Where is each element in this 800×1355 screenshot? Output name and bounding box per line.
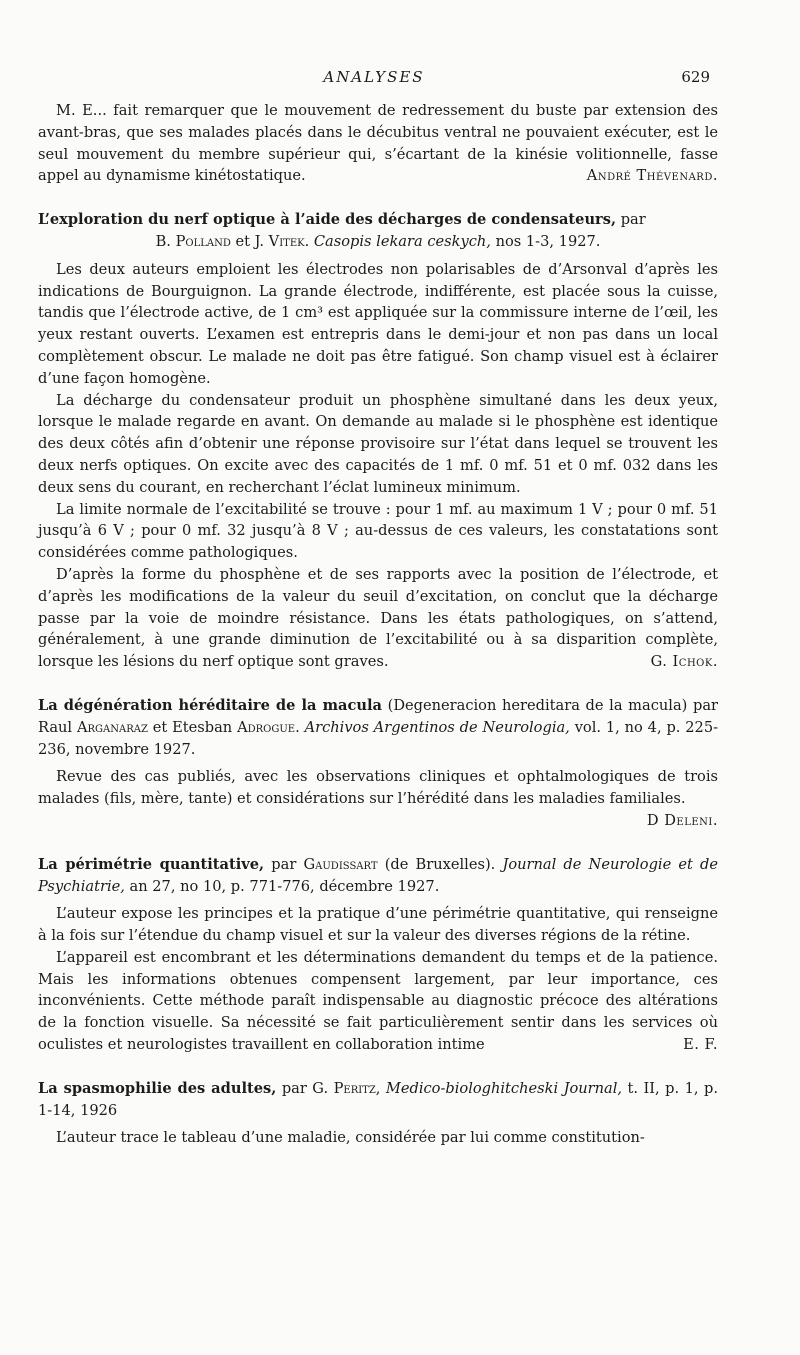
intro-paragraph: [38, 100, 718, 187]
article-paragraph-last: [38, 766, 718, 829]
author-conjunction: et Etesban: [152, 718, 233, 736]
article-spasmophilie: [38, 1078, 718, 1149]
article-signature: G. Ichok.: [650, 653, 718, 671]
journal-name: Medico-biologhitcheski Journal,: [385, 1079, 623, 1097]
author-name: Peritz,: [333, 1079, 381, 1097]
author-initial: B.: [155, 232, 171, 250]
article-paragraph: Les deux auteurs emploient les électrodes non polarisables de d’Arsonval d’après les indications de Bourguignon. La grande électrode, indifférente, est placée sous la cuisse, tandis que l’électrode active, de 1 cm³ est appliquée sur la commissure interne de l’œil, les yeux restant ouverts. L’examen est entrepris dans le demi-jour et non pas dans un local complètement obscur. Le malade ne doit pas être fatigué. Son champ visuel est à éclairer d’une façon homogène.: [38, 260, 718, 387]
author-name: Polland: [175, 232, 231, 250]
article-title: La spasmophilie des adultes,: [38, 1079, 277, 1097]
article-paragraph: La décharge du condensateur produit un phosphène simultané dans les deux yeux, lorsque le malade regarde en avant. On demande au malade si le phosphène est identique des deux côtés afin d’obtenir une réponse provisoire sur l’état dans lequel se trouvent les deux nerfs optiques. On excite avec des capacités de 1 mf. 0 mf. 51 et 0 mf. 032 dans les deux sens du courant, en recherchant l’éclat lumineux minimum.: [38, 391, 718, 496]
running-title: ANALYSES: [323, 68, 425, 86]
journal-reference: nos 1-3, 1927.: [495, 232, 601, 250]
article-heading: [38, 854, 718, 898]
journal-name: Casopis lekara ceskych,: [313, 232, 491, 250]
article-title: L’exploration du nerf optique à l’aide des décharges de condensateurs,: [38, 211, 617, 229]
article-perimetrie: [38, 854, 718, 1056]
author-name: Arganaraz: [76, 718, 148, 736]
article-signature: D Deleni.: [646, 811, 718, 829]
article-paragraph: La limite normale de l’excitabilité se trouve : pour 1 mf. au maximum 1 V ; pour 0 mf. 51 jusqu’à 6 V ; pour 0 mf. 32 jusqu’à 8 V ; au-dessus de ces valeurs, les constatations sont considérées comme pathologiques.: [38, 500, 718, 562]
journal-reference: vol. 1, no 4, p. 225-236, novembre 1927.: [38, 718, 719, 758]
article-par: par G.: [281, 1079, 329, 1097]
article-macula: [38, 695, 718, 832]
intro-signature: André Thévenard.: [586, 167, 718, 185]
author-name: Vitek.: [268, 232, 310, 250]
article-paragraph-text: L’appareil est encombrant et les déterminations demandent du temps et de la patience. Mais les informations obtenues compensent largement, par leur importance, ces inconvénients. Cette méthode paraît indispensable au diagnostic précoce des altérations de la fonction visuelle. Sa nécessité se fait particulièrement sentir dans les services où oculistes et neurologistes travaillent en collaboration intime: [38, 948, 718, 1054]
author-name: Adrogue.: [237, 718, 300, 736]
article-nerf-optique: [38, 209, 718, 673]
article-par: par Raul: [38, 696, 719, 736]
intro-text: M. E... fait remarquer que le mouvement de redressement du buste par extension des avant-bras, que ses malades placés dans le décubitus ventral ne pouvaient exécuter, est le seul mouvement du membre supérieur qui, s’écartant de la kinésie volitionnelle, fasse appel au dynamisme kinétostatique.: [38, 102, 718, 185]
journal-name: Journal de Neurologie et de Psychiatrie,: [38, 855, 719, 895]
article-original-title: (Degeneracion hereditara de la macula): [387, 696, 688, 714]
article-paragraph-last: [38, 947, 718, 1056]
page-body: [38, 100, 718, 1149]
article-paragraph: L’auteur trace le tableau d’une maladie, considérée par lui comme constitution-: [56, 1129, 645, 1147]
article-par: par: [620, 211, 646, 229]
article-paragraph-text: D’après la forme du phosphène et de ses rapports avec la position de l’électrode, et d’après les modifications de la valeur du seuil d’excitation, on conclut que la décharge passe par la voie de moindre résistance. Dans les états pathologiques, on s’attend, généralement, à une grande diminution de l’excitabilité ou à sa disparition complète, lorsque les lésions du nerf optique sont graves.: [38, 565, 718, 671]
author-affiliation: (de Bruxelles).: [384, 855, 496, 873]
journal-reference: an 27, no 10, p. 771-776, décembre 1927.: [129, 877, 440, 895]
author-name: Gaudissart: [303, 855, 378, 873]
article-heading: [38, 209, 718, 253]
article-signature: E. F.: [683, 1036, 718, 1054]
article-heading: [38, 1078, 718, 1122]
article-par: par: [271, 855, 297, 873]
author-conjunction: et J.: [235, 232, 265, 250]
article-paragraph-text: Revue des cas publiés, avec les observations cliniques et ophtalmologiques de trois malades (fils, mère, tante) et considérations sur l’hérédité dans les maladies familiales.: [38, 768, 718, 808]
journal-name: Archivos Argentinos de Neurologia,: [304, 718, 570, 736]
article-heading: [38, 695, 718, 760]
article-title: La périmétrie quantitative,: [38, 855, 265, 873]
article-title: La dégénération héréditaire de la macula: [38, 696, 382, 714]
article-reference-line: [38, 231, 718, 253]
page-number: 629: [681, 68, 710, 86]
article-paragraph: L’auteur expose les principes et la pratique d’une périmétrie quantitative, qui renseigne à la fois sur l’étendue du champ visuel et sur la valeur des diverses régions de la rétine.: [38, 905, 718, 945]
journal-reference: t. II, p. 1, p. 1-14, 1926: [38, 1079, 718, 1119]
running-header: [38, 68, 710, 88]
article-paragraph-last: [38, 564, 718, 673]
